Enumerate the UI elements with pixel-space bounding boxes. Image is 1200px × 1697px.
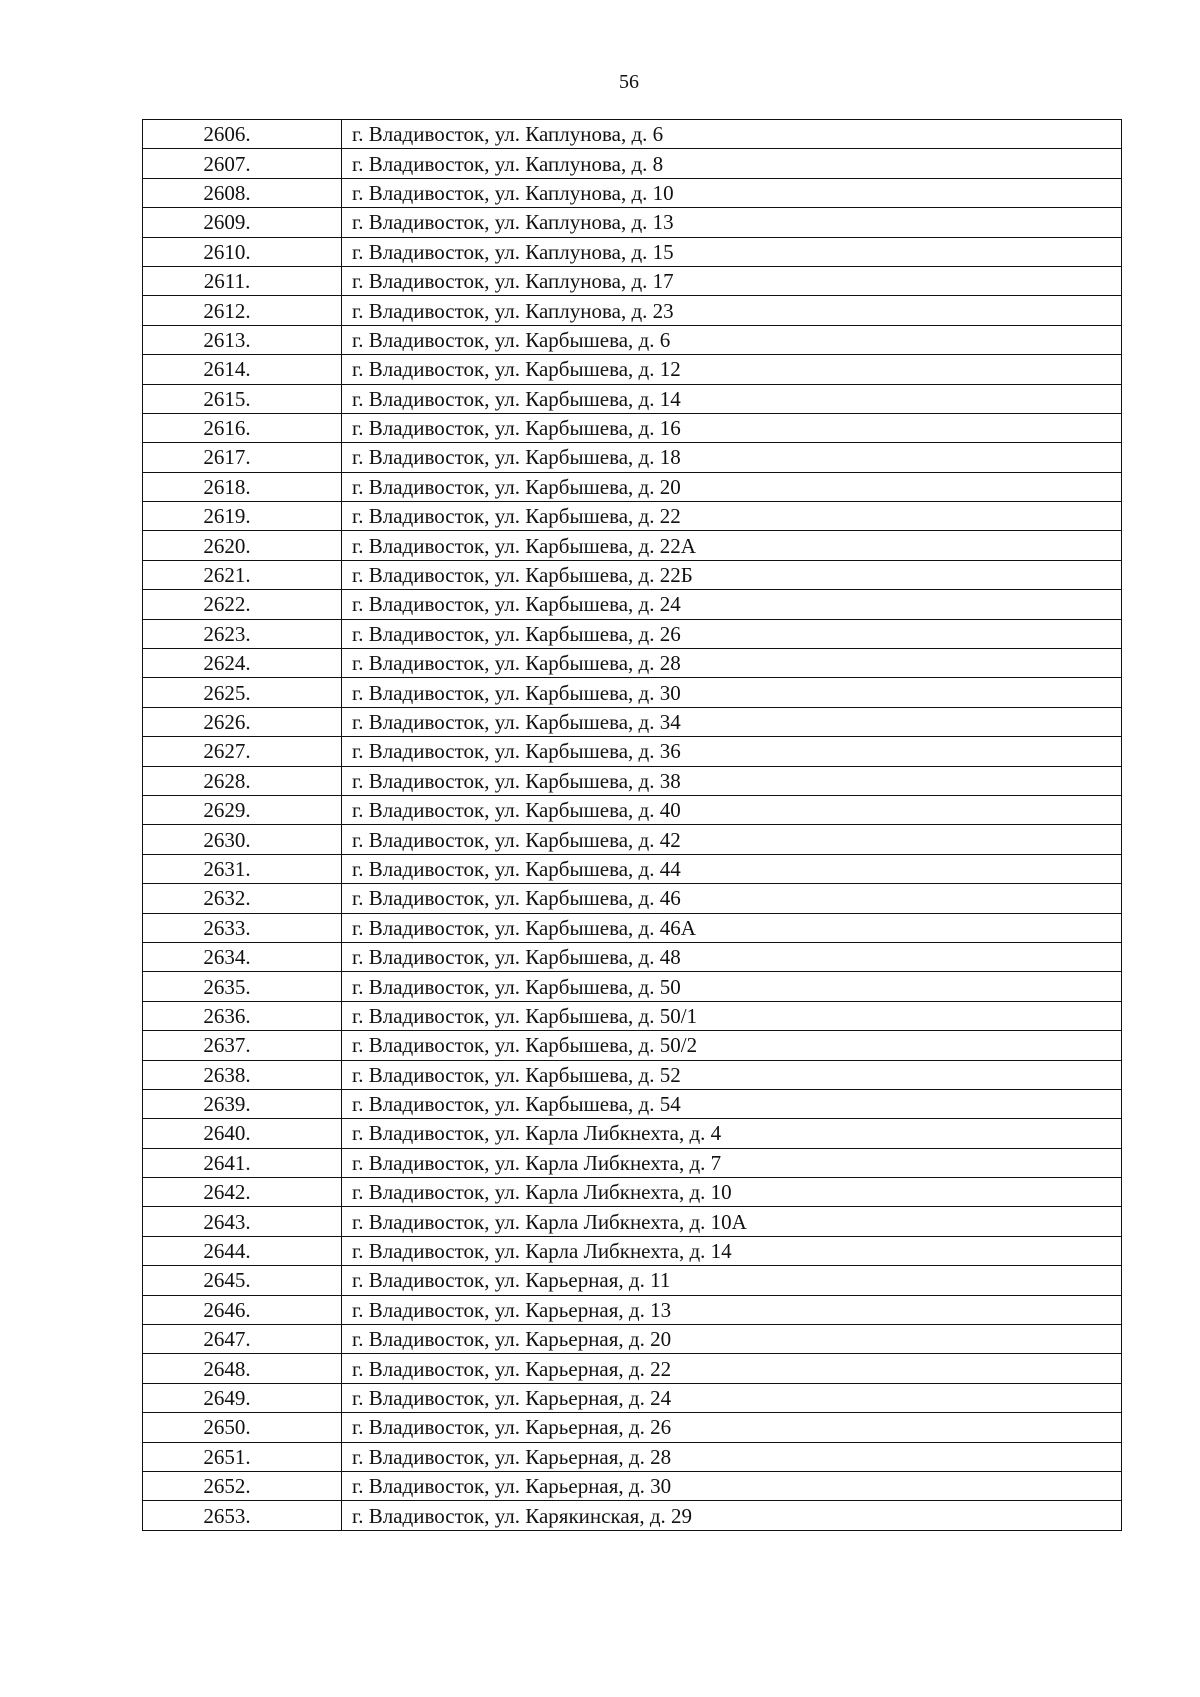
table-row	[143, 619, 1122, 648]
row-address: г. Владивосток, ул. Карбышева, д. 6	[342, 325, 1122, 354]
row-address: г. Владивосток, ул. Карбышева, д. 36	[342, 737, 1122, 766]
row-address: г. Владивосток, ул. Карбышева, д. 42	[342, 825, 1122, 854]
table-row	[143, 1031, 1122, 1060]
row-number: 2649.	[143, 1383, 342, 1412]
table-row	[143, 296, 1122, 325]
page-number: 56	[619, 71, 639, 93]
table-row	[143, 1354, 1122, 1383]
row-number: 2606.	[143, 120, 342, 149]
table-row	[143, 1001, 1122, 1030]
row-number: 2641.	[143, 1148, 342, 1177]
table-row	[143, 1501, 1122, 1530]
row-address: г. Владивосток, ул. Каплунова, д. 10	[342, 178, 1122, 207]
row-number: 2615.	[143, 384, 342, 413]
row-number: 2613.	[143, 325, 342, 354]
table-row	[143, 384, 1122, 413]
row-address: г. Владивосток, ул. Карла Либкнехта, д. 10А	[342, 1207, 1122, 1236]
table-row	[143, 1383, 1122, 1412]
row-number: 2633.	[143, 913, 342, 942]
row-address: г. Владивосток, ул. Карбышева, д. 46	[342, 884, 1122, 913]
row-number: 2619.	[143, 502, 342, 531]
table-row	[143, 1442, 1122, 1471]
row-address: г. Владивосток, ул. Карбышева, д. 22	[342, 502, 1122, 531]
table-row	[143, 942, 1122, 971]
row-number: 2617.	[143, 443, 342, 472]
row-address: г. Владивосток, ул. Карла Либкнехта, д. 4	[342, 1119, 1122, 1148]
table-row	[143, 1148, 1122, 1177]
row-number: 2612.	[143, 296, 342, 325]
row-address: г. Владивосток, ул. Карьерная, д. 22	[342, 1354, 1122, 1383]
row-address: г. Владивосток, ул. Карла Либкнехта, д. 10	[342, 1178, 1122, 1207]
row-number: 2616.	[143, 413, 342, 442]
table-row	[143, 1295, 1122, 1324]
table-row	[143, 825, 1122, 854]
row-address: г. Владивосток, ул. Карбышева, д. 22Б	[342, 560, 1122, 589]
row-number: 2626.	[143, 707, 342, 736]
row-address: г. Владивосток, ул. Карбышева, д. 12	[342, 355, 1122, 384]
row-number: 2652.	[143, 1471, 342, 1500]
row-number: 2609.	[143, 208, 342, 237]
address-table-body	[143, 120, 1122, 1531]
table-row	[143, 795, 1122, 824]
row-number: 2607.	[143, 149, 342, 178]
table-row	[143, 678, 1122, 707]
row-number: 2653.	[143, 1501, 342, 1530]
row-number: 2634.	[143, 942, 342, 971]
row-number: 2648.	[143, 1354, 342, 1383]
table-row	[143, 707, 1122, 736]
table-row	[143, 854, 1122, 883]
row-address: г. Владивосток, ул. Карбышева, д. 44	[342, 854, 1122, 883]
row-address: г. Владивосток, ул. Каплунова, д. 15	[342, 237, 1122, 266]
row-number: 2620.	[143, 531, 342, 560]
row-address: г. Владивосток, ул. Каплунова, д. 23	[342, 296, 1122, 325]
table-row	[143, 1119, 1122, 1148]
row-address: г. Владивосток, ул. Карьерная, д. 24	[342, 1383, 1122, 1412]
row-address: г. Владивосток, ул. Карбышева, д. 28	[342, 649, 1122, 678]
row-address: г. Владивосток, ул. Карбышева, д. 48	[342, 942, 1122, 971]
table-row	[143, 737, 1122, 766]
table-row	[143, 1325, 1122, 1354]
row-number: 2625.	[143, 678, 342, 707]
row-address: г. Владивосток, ул. Карьерная, д. 11	[342, 1266, 1122, 1295]
table-row	[143, 178, 1122, 207]
row-number: 2628.	[143, 766, 342, 795]
row-number: 2611.	[143, 266, 342, 295]
table-row	[143, 1236, 1122, 1265]
row-number: 2637.	[143, 1031, 342, 1060]
row-address: г. Владивосток, ул. Карьерная, д. 13	[342, 1295, 1122, 1324]
row-address: г. Владивосток, ул. Карбышева, д. 40	[342, 795, 1122, 824]
row-number: 2636.	[143, 1001, 342, 1030]
row-address: г. Владивосток, ул. Карбышева, д. 34	[342, 707, 1122, 736]
table-row	[143, 913, 1122, 942]
row-number: 2618.	[143, 472, 342, 501]
row-number: 2629.	[143, 795, 342, 824]
row-number: 2608.	[143, 178, 342, 207]
row-address: г. Владивосток, ул. Карбышева, д. 20	[342, 472, 1122, 501]
row-number: 2614.	[143, 355, 342, 384]
row-address: г. Владивосток, ул. Карбышева, д. 50/1	[342, 1001, 1122, 1030]
table-row	[143, 149, 1122, 178]
row-address: г. Владивосток, ул. Карбышева, д. 38	[342, 766, 1122, 795]
row-address: г. Владивосток, ул. Карбышева, д. 14	[342, 384, 1122, 413]
row-number: 2630.	[143, 825, 342, 854]
table-row	[143, 590, 1122, 619]
row-address: г. Владивосток, ул. Карбышева, д. 22А	[342, 531, 1122, 560]
table-row	[143, 649, 1122, 678]
row-address: г. Владивосток, ул. Карбышева, д. 18	[342, 443, 1122, 472]
row-number: 2622.	[143, 590, 342, 619]
row-address: г. Владивосток, ул. Карбышева, д. 24	[342, 590, 1122, 619]
row-number: 2645.	[143, 1266, 342, 1295]
table-row	[143, 120, 1122, 149]
table-row	[143, 443, 1122, 472]
table-row	[143, 766, 1122, 795]
row-number: 2651.	[143, 1442, 342, 1471]
row-address: г. Владивосток, ул. Карбышева, д. 46А	[342, 913, 1122, 942]
row-number: 2610.	[143, 237, 342, 266]
row-address: г. Владивосток, ул. Каплунова, д. 17	[342, 266, 1122, 295]
row-number: 2638.	[143, 1060, 342, 1089]
row-number: 2623.	[143, 619, 342, 648]
table-row	[143, 472, 1122, 501]
row-address: г. Владивосток, ул. Карбышева, д. 26	[342, 619, 1122, 648]
table-row	[143, 531, 1122, 560]
row-address: г. Владивосток, ул. Карла Либкнехта, д. 14	[342, 1236, 1122, 1265]
table-row	[143, 1089, 1122, 1118]
row-address: г. Владивосток, ул. Карбышева, д. 30	[342, 678, 1122, 707]
row-number: 2639.	[143, 1089, 342, 1118]
table-row	[143, 325, 1122, 354]
table-row	[143, 502, 1122, 531]
table-row	[143, 1207, 1122, 1236]
row-address: г. Владивосток, ул. Карла Либкнехта, д. 7	[342, 1148, 1122, 1177]
row-address: г. Владивосток, ул. Карьерная, д. 30	[342, 1471, 1122, 1500]
table-row	[143, 355, 1122, 384]
row-number: 2647.	[143, 1325, 342, 1354]
row-number: 2632.	[143, 884, 342, 913]
table-row	[143, 1413, 1122, 1442]
row-number: 2621.	[143, 560, 342, 589]
table-row	[143, 266, 1122, 295]
row-number: 2640.	[143, 1119, 342, 1148]
table-row	[143, 560, 1122, 589]
table-row	[143, 1060, 1122, 1089]
row-address: г. Владивосток, ул. Каплунова, д. 8	[342, 149, 1122, 178]
row-address: г. Владивосток, ул. Карякинская, д. 29	[342, 1501, 1122, 1530]
table-row	[143, 1178, 1122, 1207]
row-address: г. Владивосток, ул. Карьерная, д. 28	[342, 1442, 1122, 1471]
table-row	[143, 972, 1122, 1001]
row-number: 2643.	[143, 1207, 342, 1236]
row-address: г. Владивосток, ул. Карбышева, д. 50/2	[342, 1031, 1122, 1060]
row-address: г. Владивосток, ул. Карьерная, д. 26	[342, 1413, 1122, 1442]
row-address: г. Владивосток, ул. Карбышева, д. 54	[342, 1089, 1122, 1118]
table-row	[143, 208, 1122, 237]
row-number: 2627.	[143, 737, 342, 766]
table-row	[143, 884, 1122, 913]
row-address: г. Владивосток, ул. Карбышева, д. 50	[342, 972, 1122, 1001]
table-row	[143, 1471, 1122, 1500]
row-number: 2642.	[143, 1178, 342, 1207]
row-number: 2650.	[143, 1413, 342, 1442]
row-number: 2631.	[143, 854, 342, 883]
row-address: г. Владивосток, ул. Карьерная, д. 20	[342, 1325, 1122, 1354]
table-row	[143, 1266, 1122, 1295]
row-address: г. Владивосток, ул. Каплунова, д. 13	[342, 208, 1122, 237]
table-row	[143, 413, 1122, 442]
row-number: 2624.	[143, 649, 342, 678]
row-address: г. Владивосток, ул. Карбышева, д. 16	[342, 413, 1122, 442]
row-number: 2644.	[143, 1236, 342, 1265]
row-address: г. Владивосток, ул. Каплунова, д. 6	[342, 120, 1122, 149]
row-number: 2635.	[143, 972, 342, 1001]
row-address: г. Владивосток, ул. Карбышева, д. 52	[342, 1060, 1122, 1089]
table-row	[143, 237, 1122, 266]
address-table	[142, 119, 1122, 1531]
row-number: 2646.	[143, 1295, 342, 1324]
